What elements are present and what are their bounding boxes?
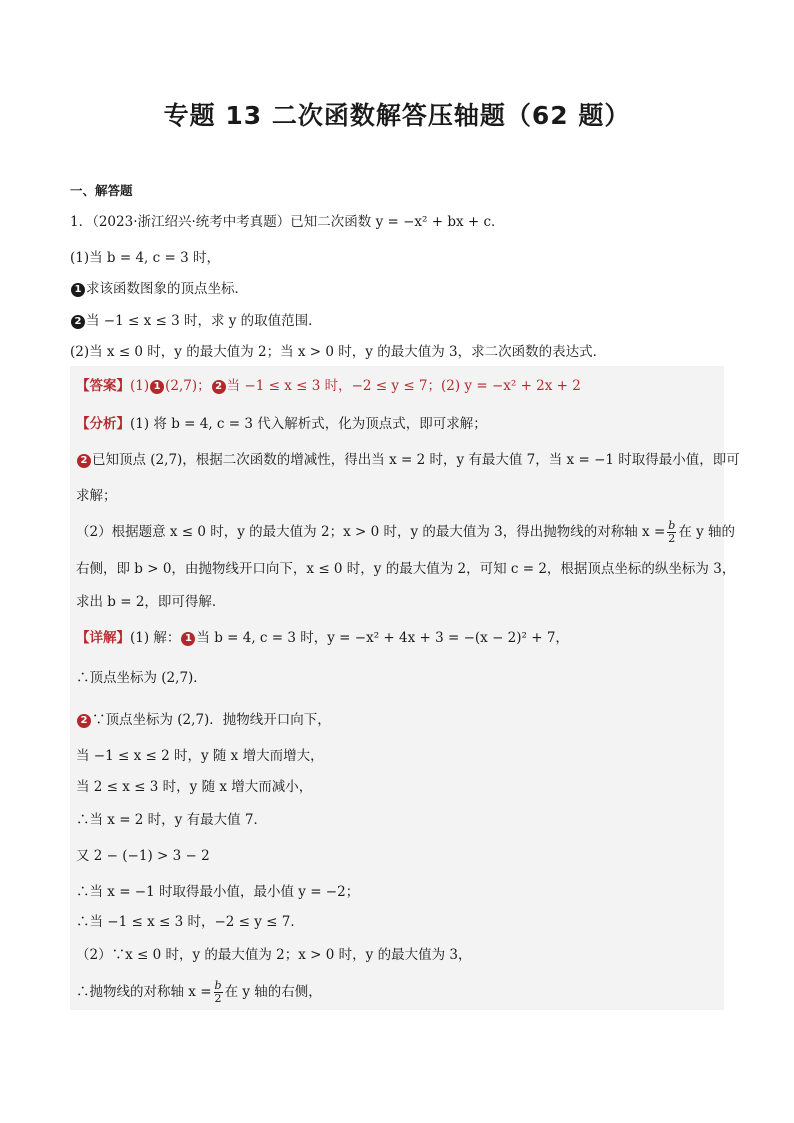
detail-text-11a: ∴抛物线的对称轴 x =: [76, 984, 212, 1000]
circled-number-2-icon: 2: [77, 454, 91, 468]
detail-tag: 【详解】: [76, 630, 130, 646]
analysis-text-4b: 在 y 轴的: [678, 524, 736, 540]
analysis-text-1: (1) 将 b = 4, c = 3 代入解析式，化为顶点式，即可求解；: [130, 416, 487, 432]
question-part1b: [70, 311, 322, 331]
detail-text-1b: 当 b = 4, c = 3 时，y = −x² + 4x + 3 = −(x − 2)² + 7，: [196, 630, 569, 646]
analysis-text-2: 已知顶点 (2,7)，根据二次函数的增减性，得出当 x = 2 时，y 有最大值 7，当 x = −1 时取得最小值，即可: [92, 452, 740, 468]
question-part1a-text: 求该函数图象的顶点坐标．: [86, 281, 248, 297]
answer-tag: 【答案】: [76, 378, 130, 394]
detail-line-7: 又 2 − (−1) > 3 − 2: [76, 848, 210, 864]
detail-line-2: ∴顶点坐标为 (2,7)．: [76, 670, 207, 686]
answer-line: [76, 376, 581, 396]
detail-text-1a: (1) 解：: [130, 630, 181, 646]
detail-line-3: [76, 710, 331, 730]
question-part2: (2)当 x ≤ 0 时，y 的最大值为 2；当 x > 0 时，y 的最大值为 3，求二次函数的表达式．: [70, 344, 607, 360]
analysis-tag: 【分析】: [76, 416, 130, 432]
analysis-line-2: [76, 450, 740, 470]
detail-line-1: [76, 628, 569, 648]
fraction-b-over-2: $\frac{b}{2}$: [214, 979, 222, 1005]
circled-number-1-icon: 1: [150, 380, 164, 394]
detail-line-4: 当 −1 ≤ x ≤ 2 时，y 随 x 增大而增大，: [76, 748, 324, 764]
question-part1a: [70, 279, 248, 299]
detail-line-10: （2）∵x ≤ 0 时，y 的最大值为 2；x > 0 时，y 的最大值为 3，: [76, 947, 472, 963]
analysis-line-1: [76, 414, 487, 434]
circled-number-2-icon: 2: [71, 315, 85, 329]
question-part1: (1)当 b = 4, c = 3 时，: [70, 250, 220, 266]
detail-line-8: ∴当 x = −1 时取得最小值，最小值 y = −2；: [76, 884, 360, 900]
detail-line-6: ∴当 x = 2 时，y 有最大值 7．: [76, 812, 267, 828]
answer-vertex: (2,7)；: [165, 378, 211, 394]
circled-number-2-icon: 2: [77, 714, 91, 728]
analysis-line-5: 右侧，即 b > 0，由抛物线开口向下，x ≤ 0 时，y 的最大值为 2，可知 c = 2，根据顶点坐标的纵坐标为 3，: [76, 561, 736, 577]
circled-number-1-icon: 1: [71, 283, 85, 297]
detail-line-5: 当 2 ≤ x ≤ 3 时，y 随 x 增大而减小，: [76, 779, 313, 795]
analysis-line-3: 求解；: [76, 488, 117, 504]
analysis-line-4: [76, 520, 735, 545]
circled-number-1-icon: 1: [181, 632, 195, 646]
answer-part1-label: (1): [130, 378, 150, 394]
detail-line-11: [76, 980, 322, 1005]
analysis-text-4a: （2）根据题意 x ≤ 0 时，y 的最大值为 2；x > 0 时，y 的最大值为 3，得出抛物线的对称轴 x =: [76, 524, 666, 540]
answer-rest: 当 −1 ≤ x ≤ 3 时，−2 ≤ y ≤ 7；(2) y = −x² + 2x + 2: [226, 378, 581, 394]
section-heading: 一、解答题: [70, 183, 133, 198]
detail-line-9: ∴当 −1 ≤ x ≤ 3 时，−2 ≤ y ≤ 7．: [76, 914, 304, 930]
question-stem: 1．（2023·浙江绍兴·统考中考真题）已知二次函数 y = −x² + bx + c．: [70, 214, 505, 230]
analysis-line-6: 求出 b = 2，即可得解．: [76, 594, 226, 610]
page-title: 专题 13 二次函数解答压轴题（62 题）: [163, 101, 631, 130]
fraction-b-over-2: $\frac{b}{2}$: [668, 519, 676, 545]
detail-text-3: ∵顶点坐标为 (2,7)．抛物线开口向下，: [92, 712, 331, 728]
detail-text-11b: 在 y 轴的右侧，: [224, 984, 322, 1000]
question-part1b-text: 当 −1 ≤ x ≤ 3 时，求 y 的取值范围．: [86, 313, 322, 329]
circled-number-2-icon: 2: [212, 380, 226, 394]
